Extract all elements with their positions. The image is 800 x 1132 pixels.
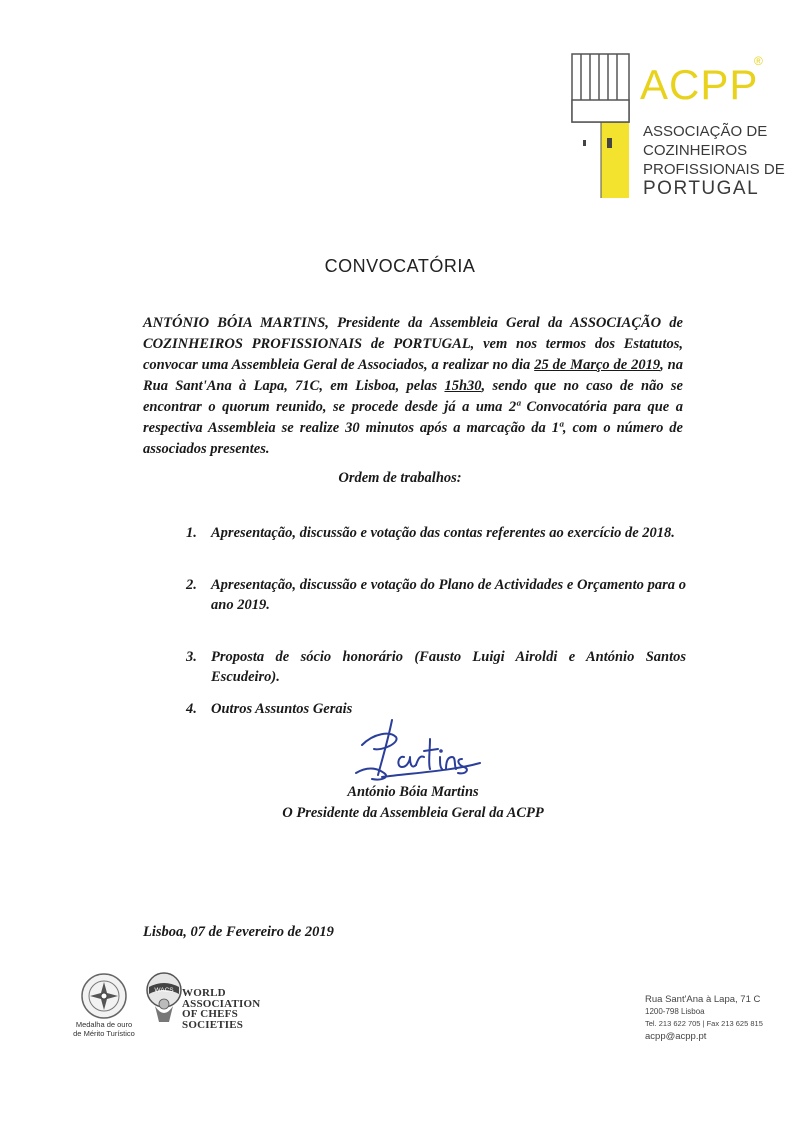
convocation-paragraph bbox=[143, 313, 683, 460]
medal-caption bbox=[64, 1020, 144, 1038]
paragraph-part-1: ANTÓNIO BÓIA MARTINS, Presidente da Assembleia Geral da ASSOCIAÇÃO de COZINHEIROS PROFISSIONAIS de PORTUGAL, vem nos termos dos Estatutos, convocar uma Assembleia Geral de Associados, a realizar no dia bbox=[143, 315, 683, 373]
agenda-item-number: 1. bbox=[186, 525, 197, 541]
agenda-item-text: Apresentação, discussão e votação do Plano de Actividades e Orçamento para o ano 2019. bbox=[211, 577, 686, 613]
agenda-heading: Ordem de trabalhos: bbox=[338, 470, 462, 486]
address-postcode: 1200-798 Lisboa bbox=[645, 1007, 705, 1016]
agenda-item-number: 3. bbox=[186, 649, 197, 665]
wacs-emblem-icon bbox=[145, 970, 183, 1024]
meeting-date: 25 de Março de 2019 bbox=[534, 357, 661, 373]
handwritten-signature bbox=[352, 715, 487, 785]
agenda-item-number: 4. bbox=[186, 701, 197, 717]
logo-line-4: PORTUGAL bbox=[643, 178, 760, 199]
wacs-line-1: WORLD bbox=[182, 987, 226, 999]
logo-wordmark: ACPP bbox=[640, 61, 759, 108]
logo-line-2: COZINHEIROS bbox=[643, 142, 748, 159]
place-and-date: Lisboa, 07 de Fevereiro de 2019 bbox=[143, 924, 334, 940]
paragraph-part-2: , na Rua Sant'Ana à Lapa, 71C, em Lisboa, pelas bbox=[143, 357, 683, 394]
logo-line-1: ASSOCIAÇÃO DE bbox=[643, 123, 768, 140]
agenda-item bbox=[186, 523, 686, 543]
agenda-item-text: Proposta de sócio honorário (Fausto Luigi Airoldi e António Santos Escudeiro). bbox=[211, 649, 686, 685]
agenda-item-number: 2. bbox=[186, 577, 197, 593]
contact-address bbox=[645, 993, 763, 1044]
registered-mark: ® bbox=[754, 54, 763, 68]
chef-hat-emblem-icon bbox=[568, 52, 648, 202]
phone-fax: Tel. 213 622 705 | Fax 213 625 815 bbox=[645, 1019, 763, 1028]
wacs-line-3: OF CHEFS bbox=[182, 1008, 238, 1020]
meeting-time: 15h30 bbox=[444, 378, 482, 394]
document-title: CONVOCATÓRIA bbox=[324, 256, 476, 276]
logo-line-3: PROFISSIONAIS DE bbox=[643, 161, 785, 178]
wacs-line-4: SOCIETIES bbox=[182, 1018, 244, 1031]
acpp-logo bbox=[568, 52, 785, 202]
paragraph-part-3: , sendo que no caso de não se encontrar o quorum reunido, se procede desde já a uma 2ª Convocatória para que a respectiva Assembleia se realize 30 minutos após a marcação da 1ª, com o número de associados presentes. bbox=[143, 378, 683, 457]
wacs-line-2: ASSOCIATION bbox=[182, 997, 261, 1010]
agenda-item bbox=[186, 575, 686, 615]
address-street: Rua Sant'Ana à Lapa, 71 C bbox=[645, 994, 761, 1005]
email-address: acpp@acpp.pt bbox=[645, 1031, 707, 1042]
wacs-badge-text: WACS bbox=[154, 987, 174, 994]
logo-tagline bbox=[643, 122, 785, 198]
agenda-item-text: Apresentação, discussão e votação das contas referentes ao exercício de 2018. bbox=[211, 525, 675, 541]
medal-caption-line-1: Medalha de ouro bbox=[75, 1020, 133, 1029]
wacs-wordmark bbox=[182, 988, 260, 1030]
signatory-role: O Presidente da Assembleia Geral da ACPP bbox=[282, 805, 544, 821]
signatory-name: António Bóia Martins bbox=[347, 784, 479, 800]
medal-emblem-icon bbox=[78, 972, 130, 1020]
agenda-item bbox=[186, 647, 686, 687]
agenda-item-text: Outros Assuntos Gerais bbox=[211, 701, 353, 717]
medal-caption-line-2: de Mérito Turístico bbox=[73, 1029, 135, 1038]
